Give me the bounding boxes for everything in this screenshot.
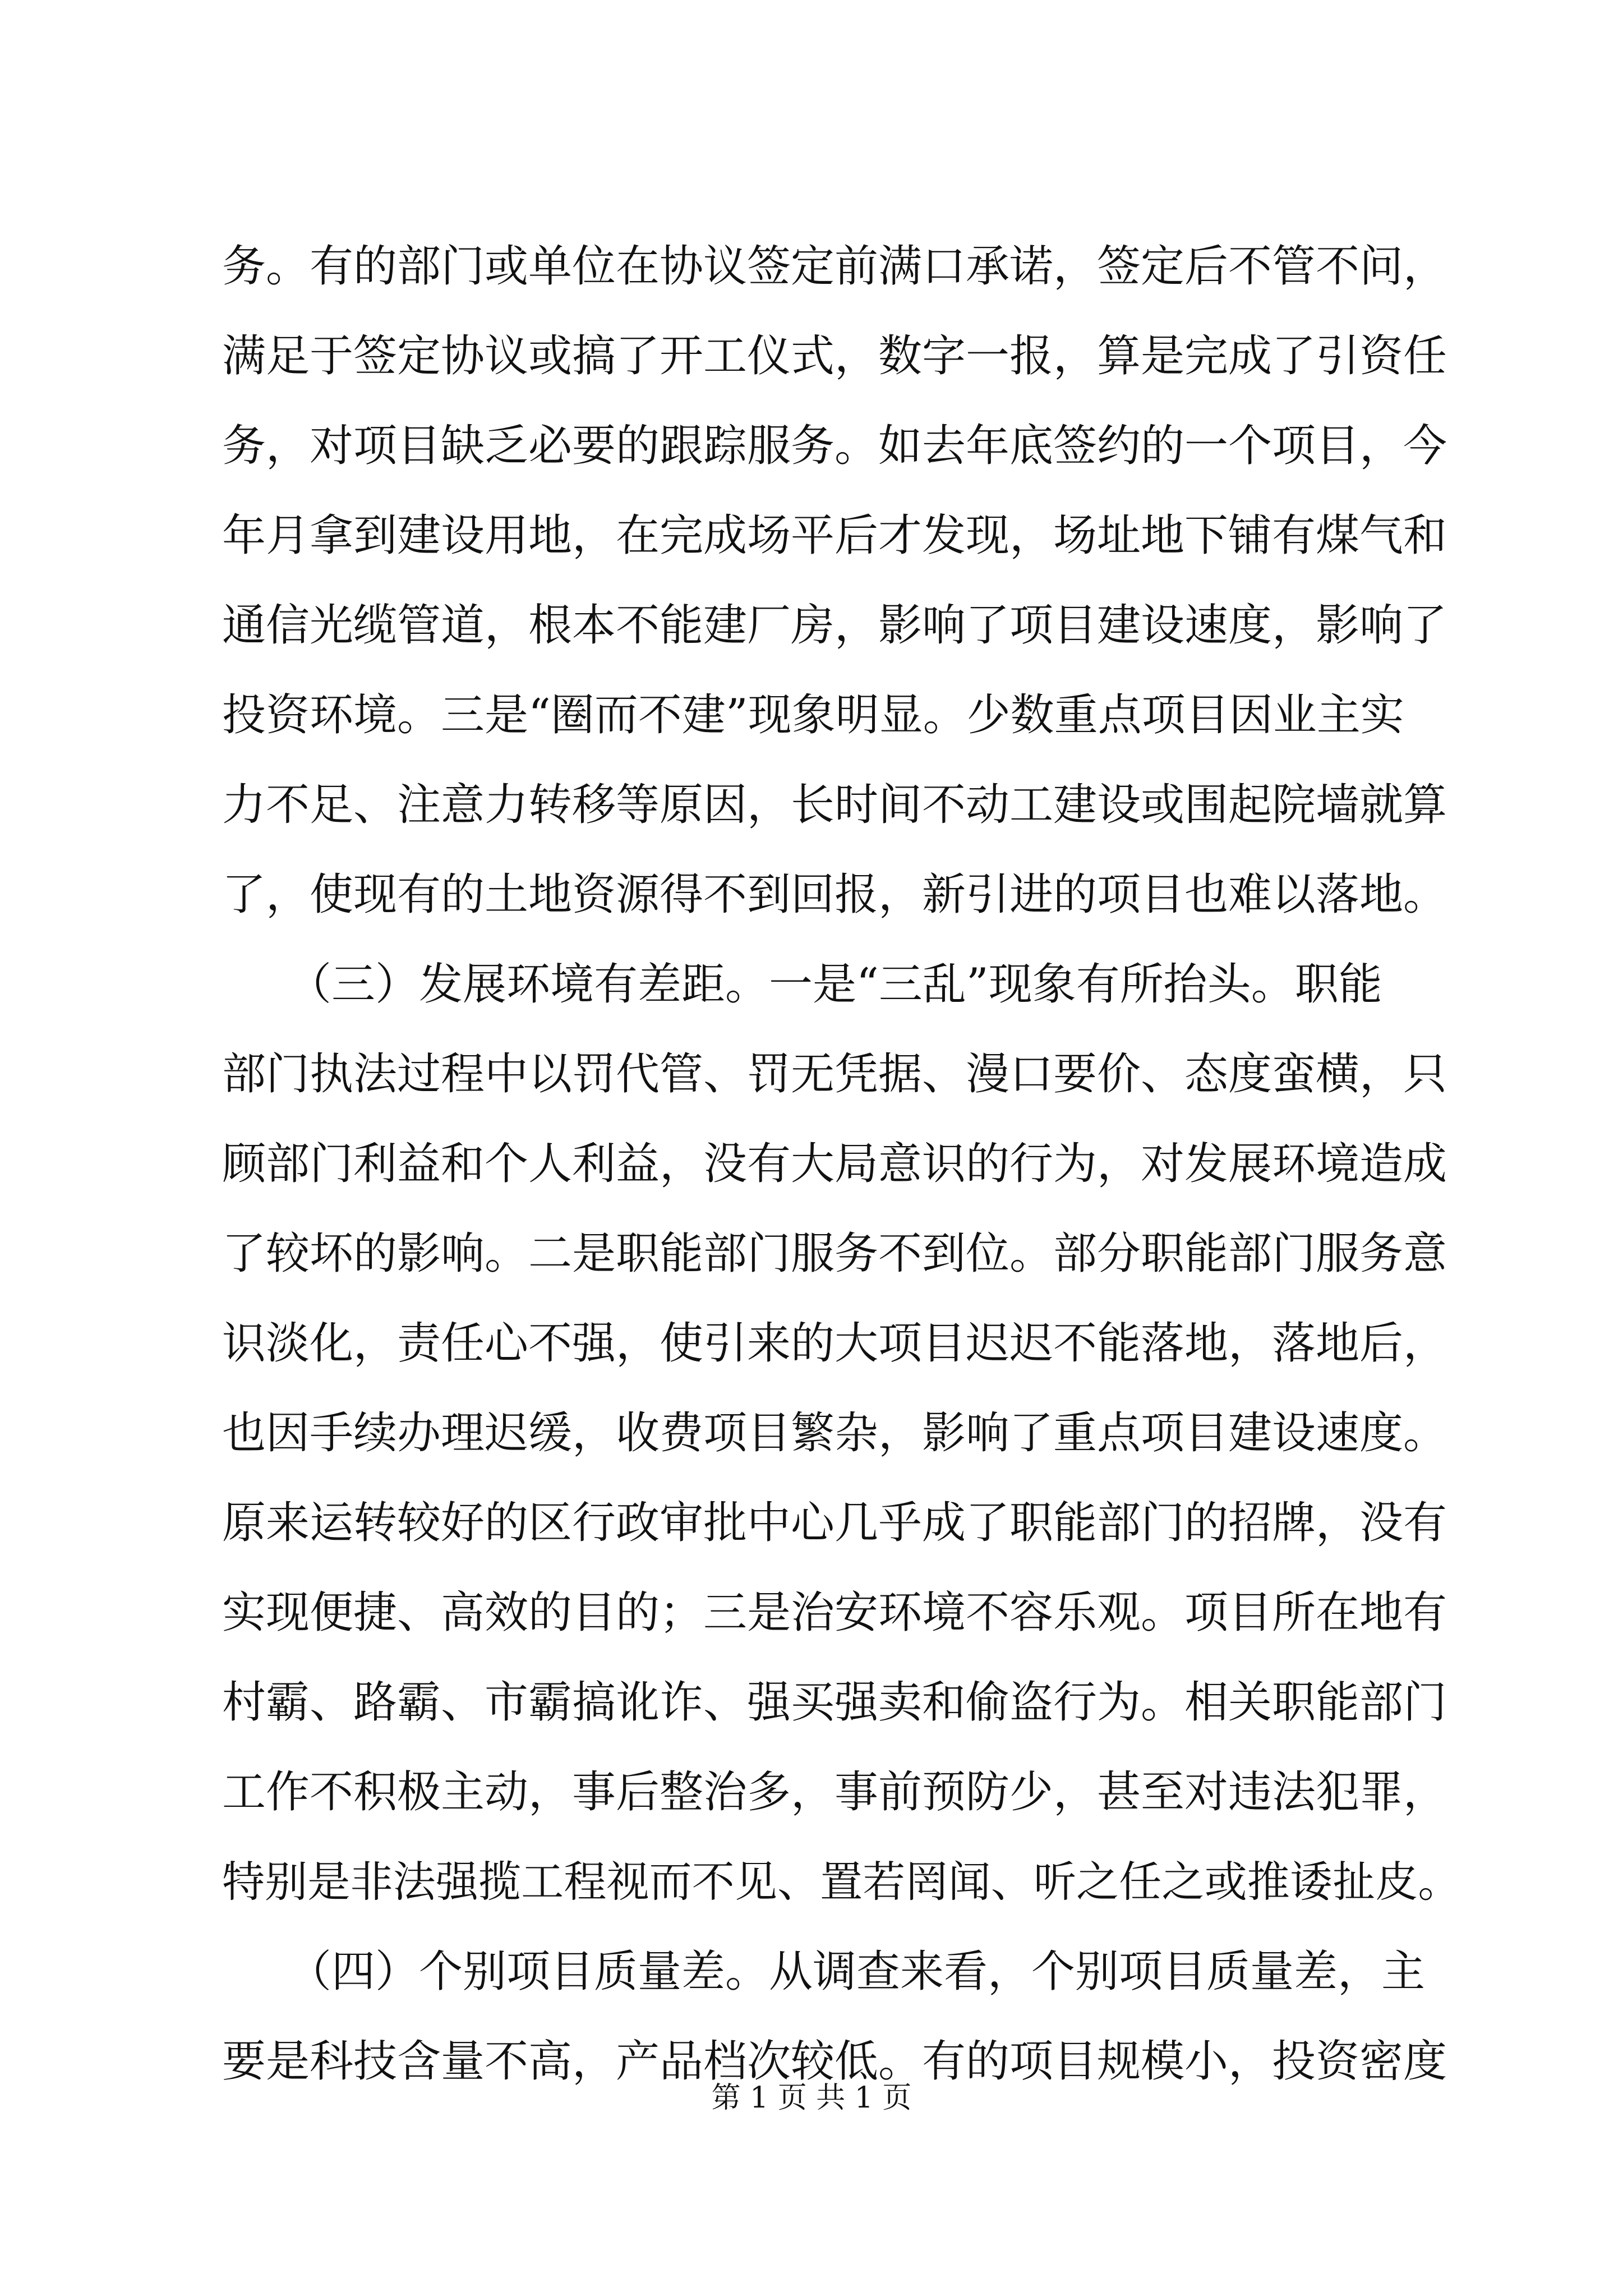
text-line-7: 力不足、注意力转移等原因，长时间不动工建设或围起院墙就算: [222, 780, 1447, 830]
text-line-14: 也因手续办理迟缓，收费项目繁杂，影响了重点项目建设速度。: [222, 1408, 1447, 1458]
text-line-5: 通信光缆管道，根本不能建厂房，影响了项目建设速度，影响了: [222, 600, 1447, 651]
text-line-19: 特别是非法强揽工程视而不见、置若罔闻、听之任之或推诿扯皮。: [222, 1857, 1461, 1907]
text-line-20: （四）个别项目质量差。从调查来看，个别项目质量差，主: [222, 1947, 1426, 1997]
page-number-label: 第 1 页 共 1 页: [711, 2081, 912, 2115]
text-line-12: 了较坏的影响。二是职能部门服务不到位。部分职能部门服务意: [222, 1228, 1447, 1279]
text-line-6: 投资环境。三是“圈而不建”现象明显。少数重点项目因业主实: [222, 690, 1404, 740]
text-line-13: 识淡化，责任心不强，使引来的大项目迟迟不能落地，落地后，: [222, 1318, 1447, 1369]
text-line-2: 满足于签定协议或搞了开工仪式，数字一报，算是完成了引资任: [222, 331, 1447, 381]
text-line-21: 要是科技含量不高，产品档次较低。有的项目规模小，投资密度: [222, 2036, 1447, 2087]
text-line-18: 工作不积极主动，事后整治多，事前预防少，甚至对违法犯罪，: [222, 1767, 1447, 1818]
text-line-16: 实现便捷、高效的目的；三是治安环境不容乐观。项目所在地有: [222, 1588, 1447, 1638]
text-line-17: 村霸、路霸、市霸搞讹诈、强买强卖和偷盗行为。相关职能部门: [222, 1677, 1447, 1728]
text-line-10: 部门执法过程中以罚代管、罚无凭据、漫口要价、态度蛮横，只: [222, 1049, 1447, 1099]
page-footer: [0, 2076, 1623, 2120]
text-line-3: 务，对项目缺乏必要的跟踪服务。如去年底签约的一个项目，今: [222, 421, 1447, 471]
text-line-15: 原来运转较好的区行政审批中心几乎成了职能部门的招牌，没有: [222, 1498, 1447, 1548]
text-line-9: （三）发展环境有差距。一是“三乱”现象有所抬头。职能: [222, 959, 1382, 1010]
text-line-4: 年月拿到建设用地，在完成场平后才发现，场址地下铺有煤气和: [222, 510, 1447, 561]
text-line-1: 务。有的部门或单位在协议签定前满口承诺，签定后不管不问，: [222, 241, 1447, 292]
text-line-8: 了，使现有的土地资源得不到回报，新引进的项目也难以落地。: [222, 869, 1447, 920]
body-text: [222, 222, 1467, 2106]
text-line-11: 顾部门利益和个人利益，没有大局意识的行为，对发展环境造成: [222, 1139, 1447, 1189]
